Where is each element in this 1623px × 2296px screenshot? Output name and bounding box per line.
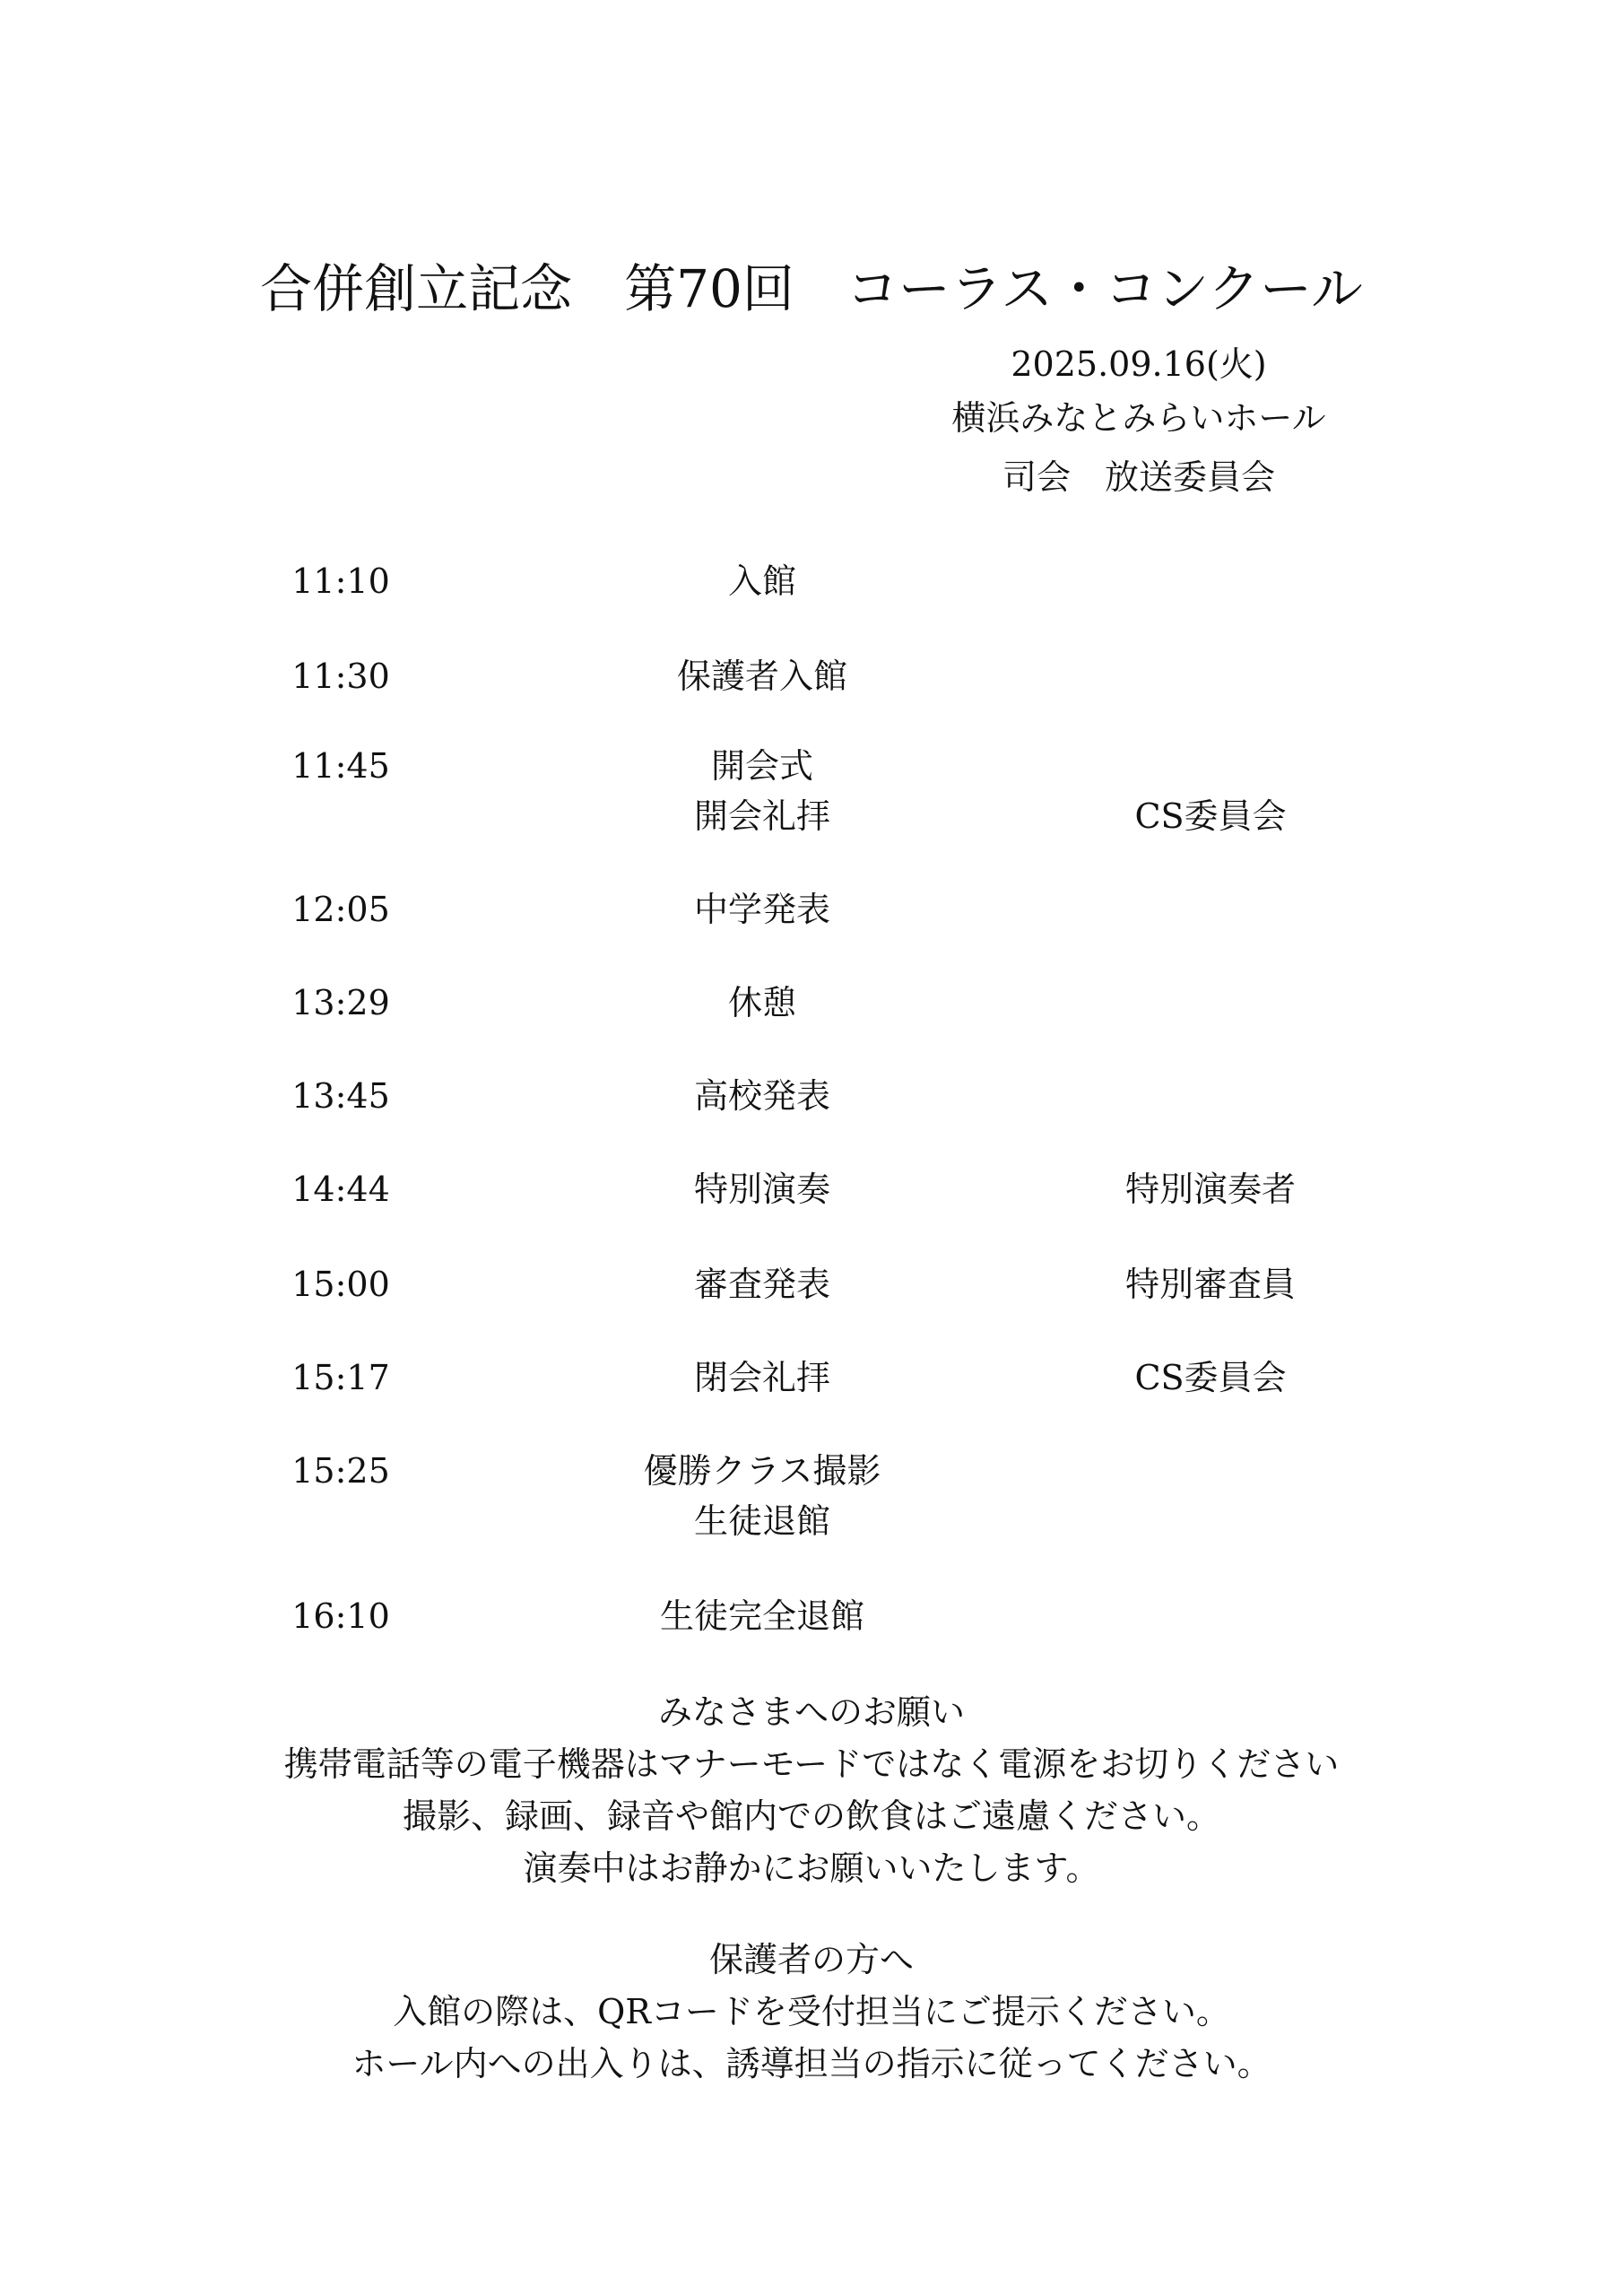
notice-general — [0, 1686, 1623, 1894]
notice-heading: 保護者の方へ — [708, 1940, 914, 1979]
notice-guardians — [0, 1934, 1623, 2090]
schedule-event — [556, 1259, 968, 1309]
schedule-event-line: 特別演奏 — [693, 1170, 830, 1209]
schedule-row — [0, 556, 1623, 664]
schedule-time: 11:45 — [291, 746, 390, 786]
schedule-event-line: 審査発表 — [693, 1265, 830, 1304]
schedule-time: 14:44 — [291, 1170, 390, 1209]
schedule-event — [556, 1352, 968, 1403]
schedule-event-line: 生徒完全退館 — [659, 1596, 864, 1636]
schedule-event — [556, 741, 968, 841]
schedule-event-line: 保護者入館 — [676, 657, 847, 696]
schedule-note: 特別演奏者 — [1124, 1170, 1296, 1209]
schedule-time: 11:30 — [291, 657, 390, 696]
schedule-time: 15:17 — [291, 1358, 390, 1397]
schedule-row — [0, 1259, 1623, 1367]
schedule-event-line: 生徒退館 — [693, 1501, 830, 1541]
event-venue: 横浜みなとみらいホール — [951, 398, 1326, 438]
schedule-time: 13:45 — [291, 1076, 390, 1116]
schedule-row — [0, 884, 1623, 992]
schedule-event — [556, 1164, 968, 1214]
notice-line: 入館の際は、QRコードを受付担当にご提示ください。 — [393, 1992, 1230, 2031]
schedule-event — [556, 884, 968, 935]
schedule-note: CS委員会 — [1134, 1358, 1287, 1397]
schedule-row — [0, 978, 1623, 1085]
notice-line: 携帯電話等の電子機器はマナーモードではなく電源をお切りください — [283, 1744, 1340, 1784]
schedule-event — [556, 1591, 968, 1641]
notice-line: 撮影、録画、録音や館内での飲食はご遠慮ください。 — [402, 1796, 1220, 1836]
schedule-row — [0, 741, 1623, 848]
event-host: 司会 放送委員会 — [1002, 457, 1275, 497]
page-title: 合併創立記念 第70回 コーラス・コンクール — [260, 258, 1363, 319]
schedule-time: 13:29 — [291, 983, 390, 1022]
schedule-time: 12:05 — [291, 890, 390, 929]
schedule-note: 特別審査員 — [1124, 1265, 1296, 1304]
notice-heading: みなさまへのお願い — [657, 1692, 965, 1732]
schedule-row — [0, 1164, 1623, 1272]
schedule-event — [556, 1446, 968, 1546]
schedule-event-line: 閉会礼拝 — [693, 1358, 830, 1397]
schedule-time: 15:25 — [291, 1451, 390, 1491]
schedule-event-line: 休憩 — [727, 983, 796, 1022]
schedule-time: 16:10 — [291, 1596, 390, 1636]
schedule-time: 11:10 — [291, 561, 390, 601]
schedule-row — [0, 1352, 1623, 1460]
schedule-event-line: 中学発表 — [693, 890, 830, 929]
notice-line: 演奏中はお静かにお願いいたします。 — [523, 1848, 1100, 1888]
schedule-event — [556, 651, 968, 701]
schedule-row — [0, 1591, 1623, 1699]
schedule-event-line: 高校発表 — [693, 1076, 830, 1116]
schedule-event-line: 開会礼拝 — [693, 796, 830, 836]
notice-line: ホール内への出入りは、誘導担当の指示に従ってください。 — [352, 2044, 1271, 2083]
schedule-event-line: 優勝クラス撮影 — [643, 1451, 881, 1491]
schedule-event-line: 開会式 — [710, 746, 813, 786]
schedule-note: CS委員会 — [1134, 796, 1287, 836]
schedule-time: 15:00 — [291, 1265, 390, 1304]
schedule-event — [556, 978, 968, 1028]
schedule-event-line: 入館 — [727, 561, 796, 601]
schedule-row — [0, 1071, 1623, 1178]
schedule-event — [556, 1071, 968, 1121]
event-date: 2025.09.16(火) — [1011, 344, 1267, 384]
schedule-event — [556, 556, 968, 606]
schedule-row — [0, 1446, 1623, 1553]
